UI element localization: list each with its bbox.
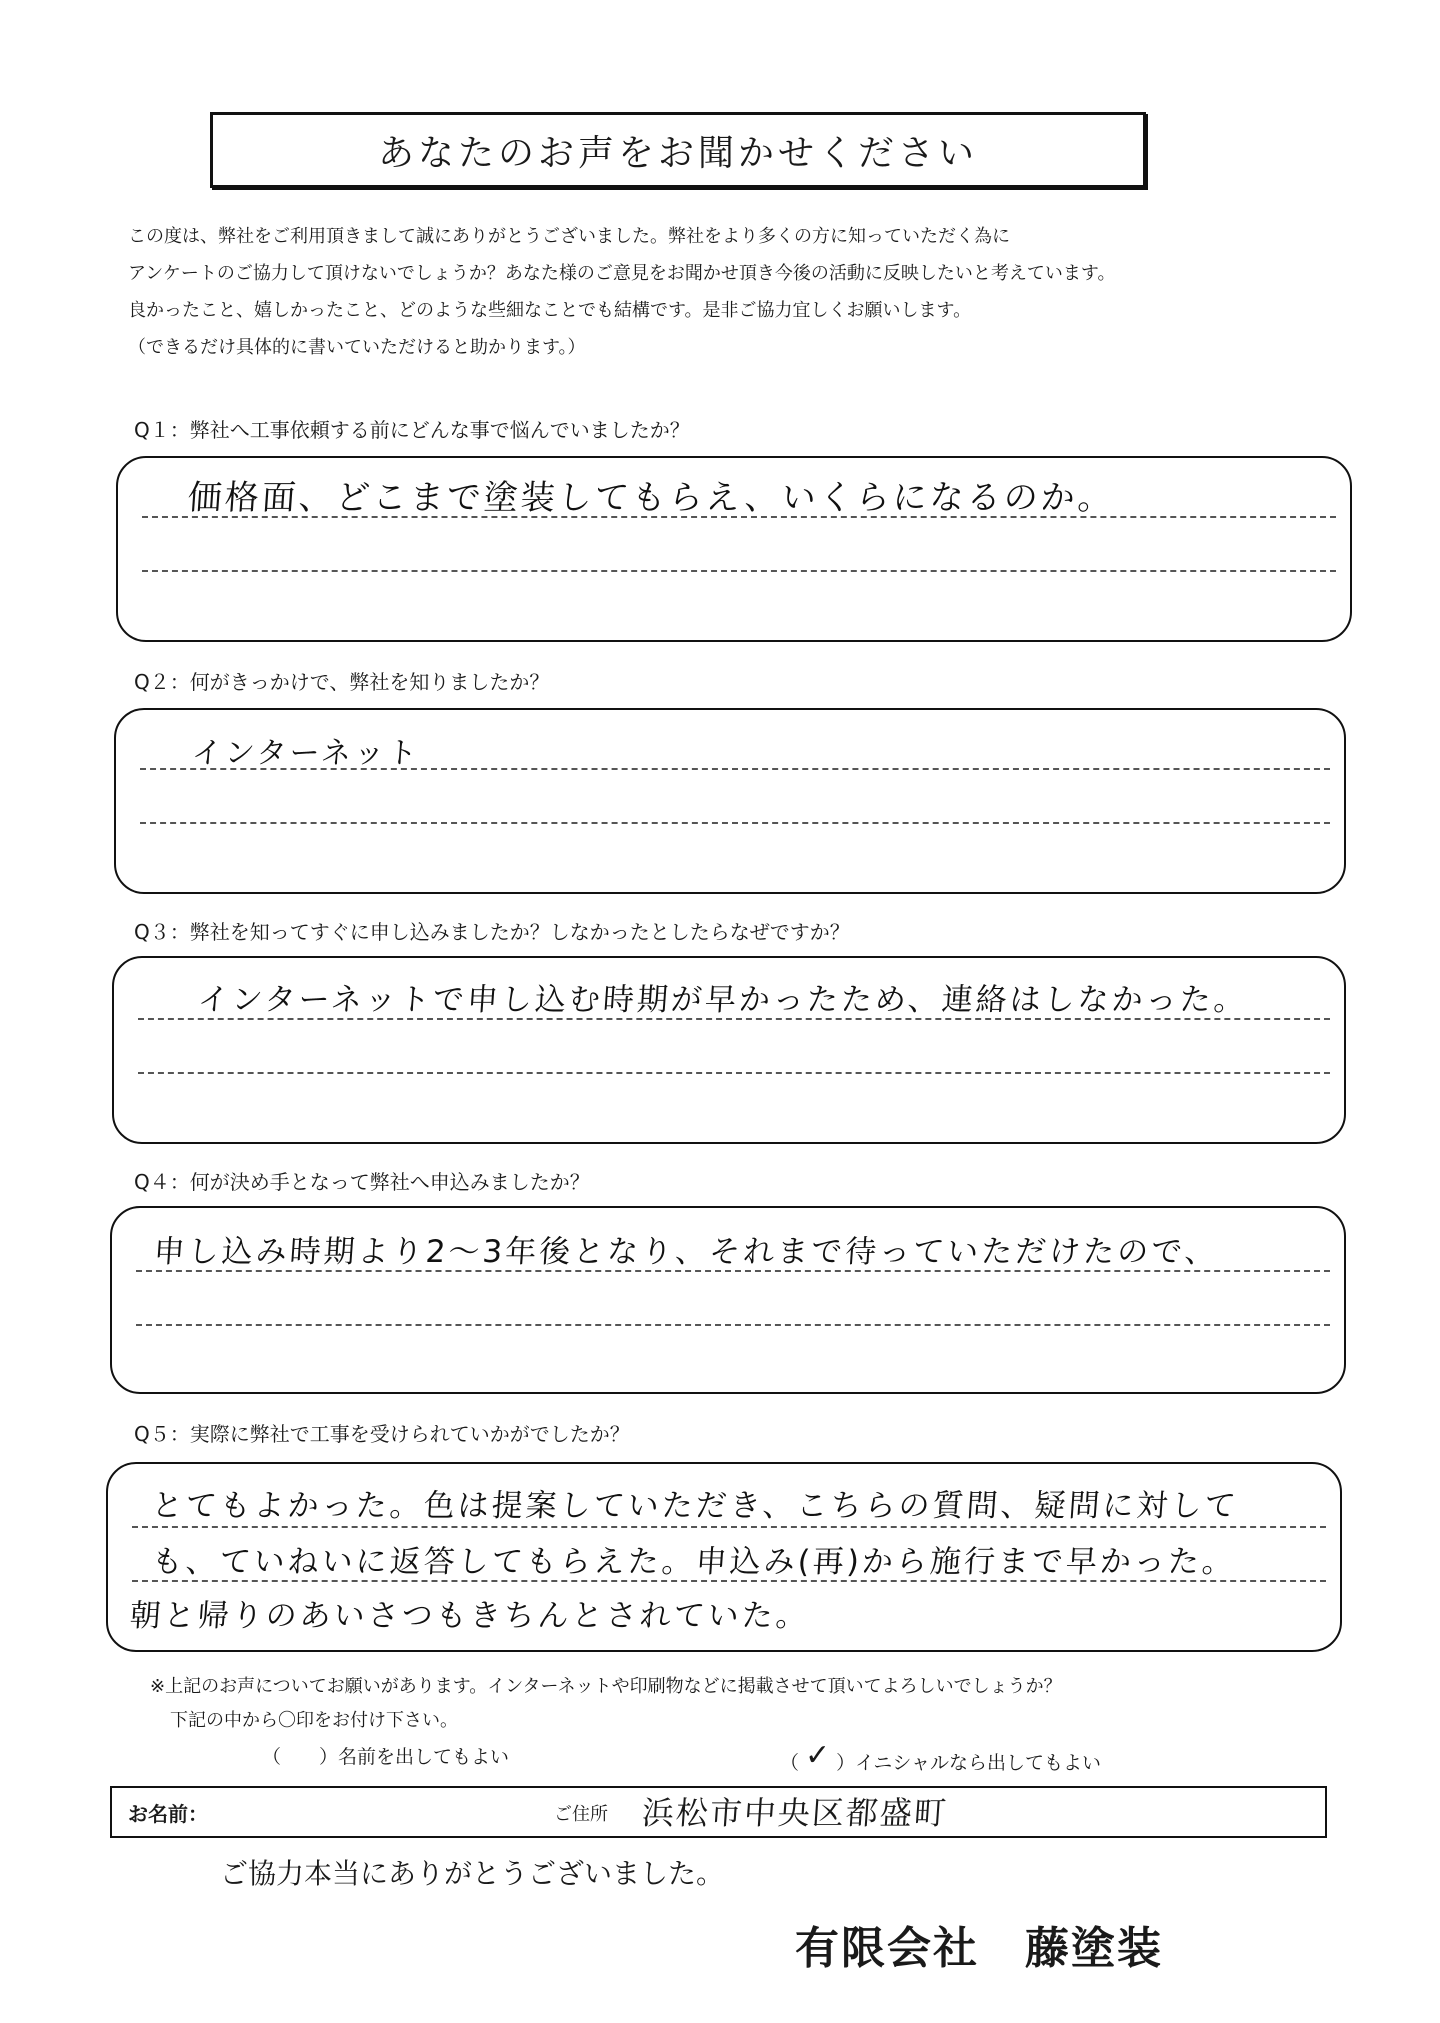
answer-3-text: インターネットで申し込む時期が早かったため、連絡はしなかった。 (196, 982, 1249, 1018)
intro-line: この度は、弊社をご利用頂きまして誠にありがとうございました。弊社をより多くの方に知っていただく為に (128, 226, 1010, 247)
answer-5-text-line-2: も、ていねいに返答してもらえた。申込み(再)から施行まで早かった。 (150, 1544, 1238, 1580)
answer-2-box[interactable] (114, 708, 1346, 894)
question-1-label: Q１：弊社へ工事依頼する前にどんな事で悩んでいましたか？ (134, 418, 690, 442)
answer-5-text-line-1: とてもよかった。色は提案していただき、こちらの質問、疑問に対して (150, 1488, 1240, 1524)
option-initial-close: ）イニシャルなら出してもよい (836, 1752, 1102, 1774)
answer-3-box[interactable] (112, 956, 1346, 1144)
publish-note-line-1: ※上記のお声についてお願いがあります。インターネットや印刷物などに掲載させて頂いてよろしいでしょうか？ (150, 1676, 1062, 1697)
address-label: ご住所 (554, 1804, 608, 1825)
answer-line (132, 1526, 1326, 1528)
check-mark-icon: ✓ (805, 1738, 831, 1773)
option-name-ok[interactable]: （ ）名前を出してもよい (262, 1746, 510, 1768)
answer-1-box[interactable] (116, 456, 1352, 642)
page-title: あなたのお声をお聞かせください (377, 132, 978, 174)
option-initial-open: （ (780, 1752, 800, 1774)
thanks-text: ご協力本当にありがとうございました。 (220, 1857, 725, 1890)
address-value[interactable]: 浜松市中央区都盛町 (640, 1794, 950, 1832)
answer-4-text: 申し込み時期より2～3年後となり、それまで待っていただけたので、 (152, 1234, 1220, 1270)
name-label: お名前： (128, 1802, 208, 1826)
answer-line (140, 822, 1330, 824)
name-address-row (110, 1786, 1327, 1838)
title-box (210, 112, 1146, 188)
answer-line (136, 1324, 1330, 1326)
answer-4-box[interactable] (110, 1206, 1346, 1394)
answer-5-text-line-3: 朝と帰りのあいさつもきちんとされていた。 (128, 1598, 812, 1634)
publish-note-line-2: 下記の中から〇印をお付け下さい。 (170, 1710, 458, 1731)
question-4-label: Q４：何が決め手となって弊社へ申込みましたか？ (134, 1170, 590, 1194)
intro-line: アンケートのご協力して頂けないでしょうか？あなた様のご意見をお聞かせ頂き今後の活動に反映したいと考えています。 (128, 263, 1116, 284)
question-2-label: Q２：何がきっかけで、弊社を知りましたか？ (134, 670, 550, 694)
intro-line: 良かったこと、嬉しかったこと、どのような些細なことでも結構です。是非ご協力宜しくお願いします。 (128, 300, 972, 321)
question-5-label: Q５：実際に弊社で工事を受けられていかがでしたか？ (134, 1422, 630, 1446)
answer-1-text: 価格面、どこまで塗装してもらえ、いくらになるのか。 (186, 478, 1117, 518)
company-name: 有限会社 藤塗装 (795, 1923, 1163, 1974)
answer-2-text: インターネット (190, 736, 422, 771)
answer-5-box[interactable] (106, 1462, 1342, 1652)
intro-line: （できるだけ具体的に書いていただけると助かります。） (128, 337, 586, 358)
answer-line (138, 1072, 1330, 1074)
option-initial-ok[interactable] (780, 1738, 1102, 1777)
question-3-label: Q３：弊社を知ってすぐに申し込みましたか？しなかったとしたらなぜですか？ (134, 920, 850, 944)
answer-line (142, 570, 1336, 572)
intro-text (128, 218, 1358, 366)
